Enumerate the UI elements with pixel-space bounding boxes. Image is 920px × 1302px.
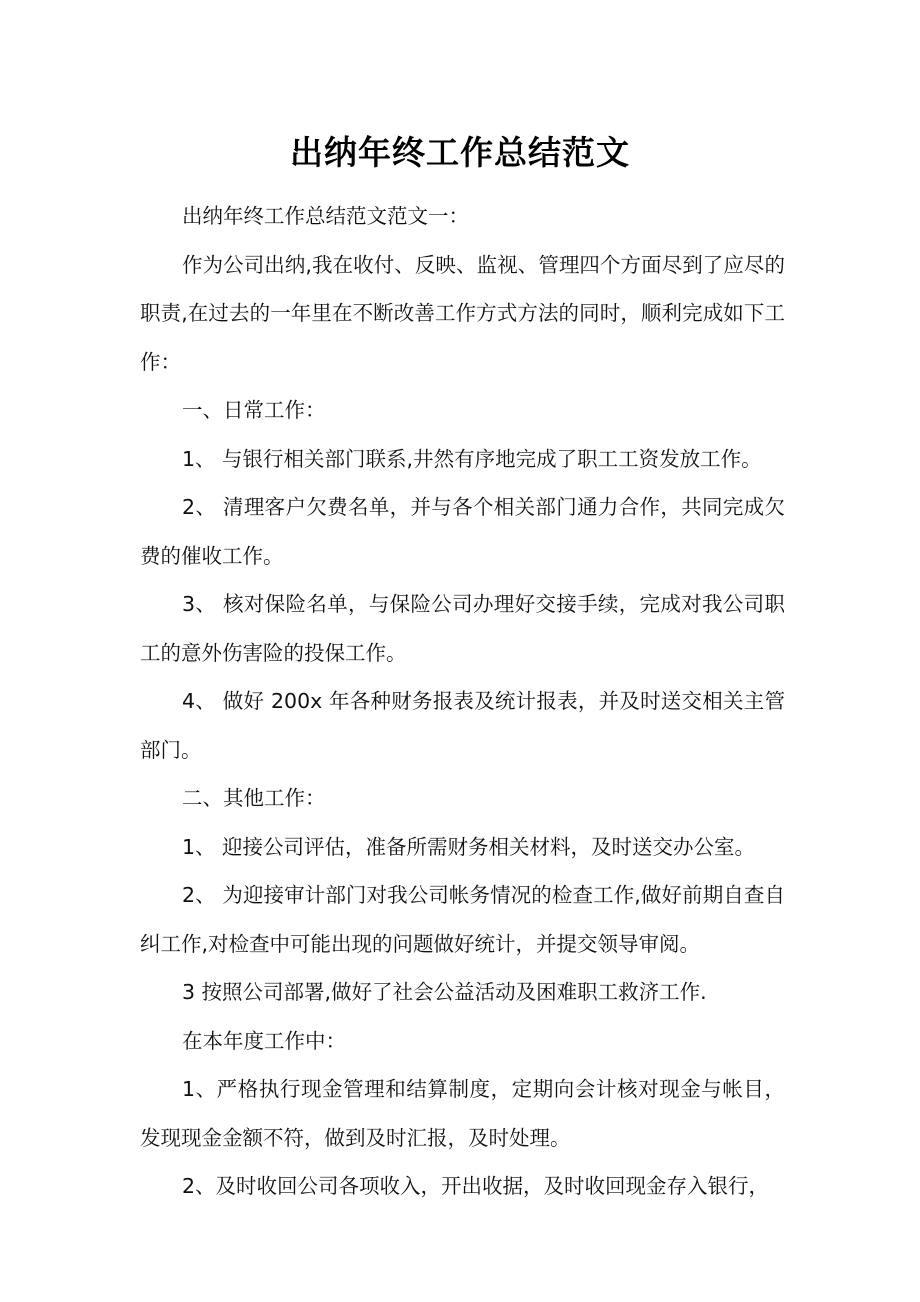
paragraph-8: 二、其他工作： — [182, 786, 326, 810]
paragraph-7: 4、 做好 200x 年各种财务报表及统计报表，并及时送交相关主管部门。 — [140, 689, 785, 762]
paragraph-6: 3、 核对保险名单，与保险公司办理好交接手续，完成对我公司职工的意外伤害险的投保工作。 — [140, 592, 785, 665]
paragraph-3: 一、日常工作： — [182, 398, 326, 422]
paragraph-5: 2、 清理客户欠费名单，并与各个相关部门通力合作，共同完成欠费的催收工作。 — [140, 495, 785, 568]
paragraph-2: 作为公司出纳,我在收付、反映、监视、管理四个方面尽到了应尽的职责,在过去的一年里在不断改善工作方式方法的同时，顺利完成如下工作： — [140, 252, 785, 374]
paragraph-4: 1、 与银行相关部门联系,井然有序地完成了职工工资发放工作。 — [182, 446, 762, 471]
paragraph-10: 2、 为迎接审计部门对我公司帐务情况的检查工作,做好前期自查自纠工作,对检查中可能出现的问题做好统计，并提交领导审阅。 — [140, 883, 785, 956]
paragraph-9: 1、 迎接公司评估，准备所需财务相关材料，及时送交办公室。 — [182, 834, 756, 859]
paragraph-13: 1、严格执行现金管理和结算制度，定期向会计核对现金与帐目，发现现金金额不符，做到及时汇报，及时处理。 — [140, 1077, 785, 1150]
paragraph-12: 在本年度工作中： — [182, 1028, 346, 1053]
paragraph-1: 出纳年终工作总结范文范文一： — [182, 204, 469, 228]
document-title: 出纳年终工作总结范文 — [290, 133, 630, 172]
document-body — [140, 192, 785, 1211]
paragraph-11: 3 按照公司部署,做好了社会公益活动及困难职工救济工作. — [182, 980, 707, 1004]
paragraph-14: 2、及时收回公司各项收入，开出收据，及时收回现金存入银行， — [182, 1174, 770, 1198]
